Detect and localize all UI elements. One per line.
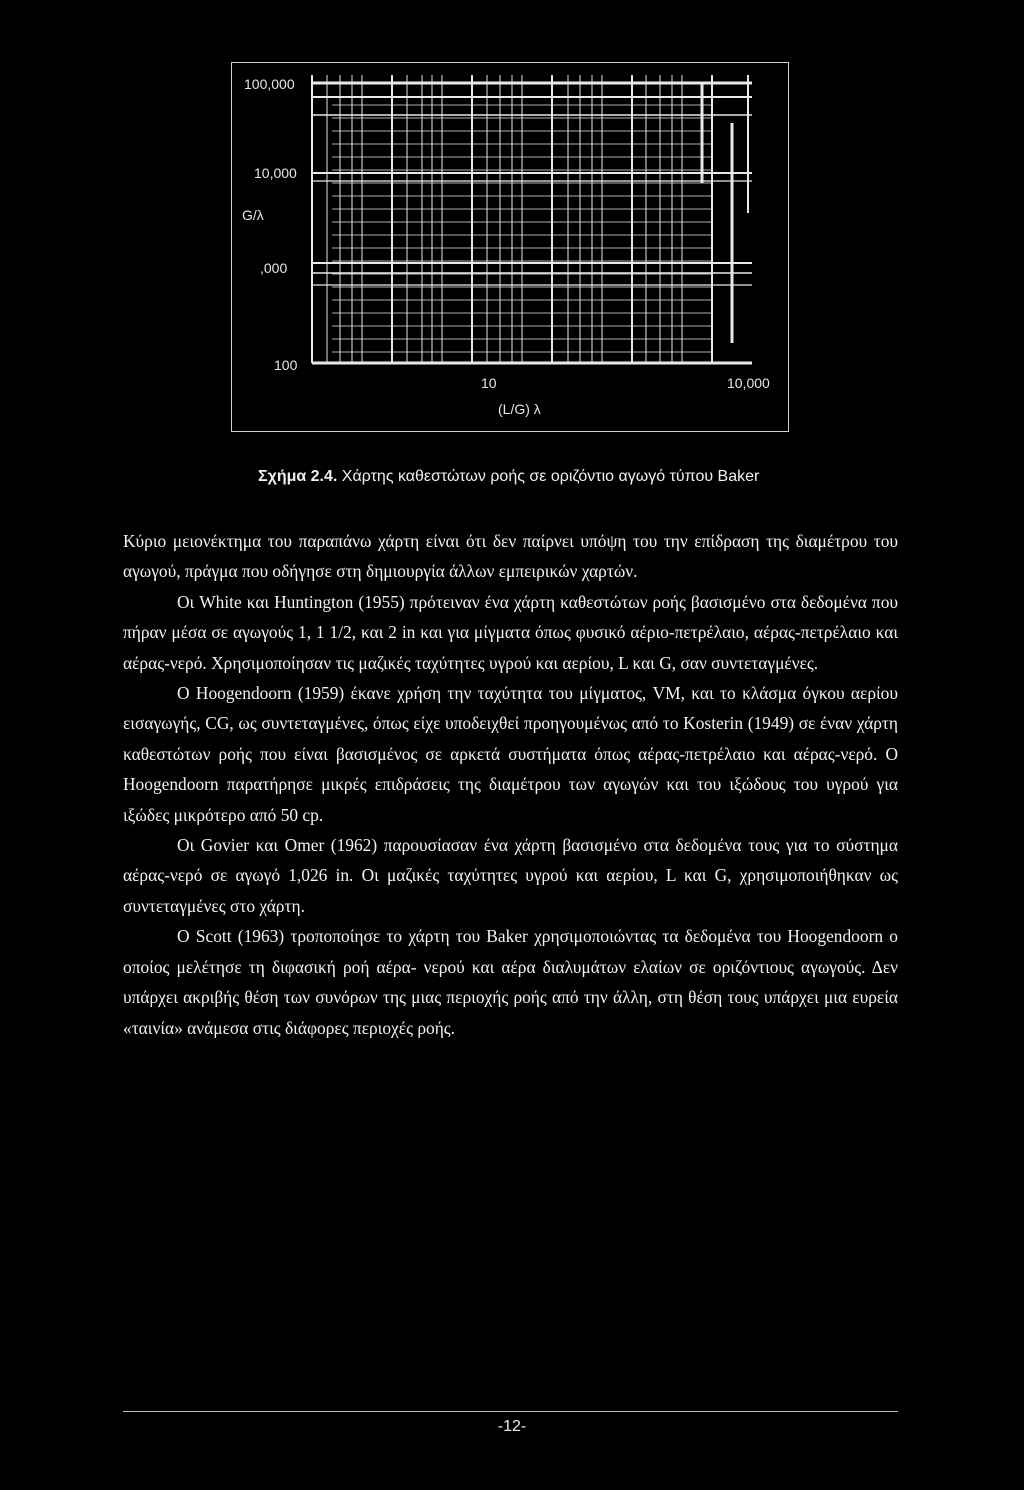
footer-divider [123,1411,898,1412]
paragraph-1: Κύριο μειονέκτημα του παραπάνω χάρτη είναι ότι δεν παίρνει υπόψη του την επίδραση της διαμέτρου του αγωγού, πράγμα που οδήγησε στη δημιουργία άλλων εμπειρικών χαρτών. [123,531,898,582]
paragraph-4: Οι Govier και Omer (1962) παρουσίασαν ένα χάρτη βασισμένο στα δεδομένα τους για το σύστημα αέρας-νερό σε αγωγό 1,026 in. Οι μαζικές ταχύτητες υγρού και αερίου, L και G, χρησιμοποιήθηκαν ως συντεταγμένες στο χάρτη. [123,835,898,916]
figure-caption-text: Χάρτης καθεστώτων ροής σε οριζόντιο αγωγό τύπου Baker [341,468,760,485]
figure-number: Σχήμα 2.4. [258,468,338,485]
x-tick-10: 10 [481,375,497,391]
y-axis-label: G/λ [242,207,264,223]
y-tick-10000: 10,000 [254,165,297,181]
x-tick-10000: 10,000 [727,375,770,391]
body-text [123,526,898,1043]
baker-flow-map-figure [231,62,789,432]
paragraph-2: Οι White και Huntington (1955) πρότειναν ένα χάρτη καθεστώτων ροής βασισμένο στα δεδομένα που πήραν μέσα σε αγωγούς 1, 1 1/2, και 2 in και για μίγματα όπως φυσικό αέριο-πετρέλαιο, αέρας-πετρέλαιο και αέρας-νερό. Χρησιμοποίησαν τις μαζικές ταχύτητες υγρού και αερίου, L και G, σαν συντεταγμένες. [123,591,898,673]
flow-map-grid [232,63,788,431]
x-axis-label: (L/G) λ [498,401,541,417]
y-tick-100: 100 [274,357,298,373]
y-tick-1000: ,000 [260,260,288,276]
y-tick-100000: 100,000 [244,76,295,92]
paragraph-5: Ο Scott (1963) τροποποίησε το χάρτη του Baker χρησιμοποιώντας τα δεδομένα του Hoogendoorn ο οποίος μελέτησε τη διφασική ροή αέρα- νερού και αέρα διαλυμάτων ελαίων σε οριζόντιους αγωγούς. Δεν υπάρχει ακριβής θέση των συνόρων της μιας περιοχής ροής από την άλλη, στη θέση τους υπάρχει μια ευρεία «ταινία» ανάμεσα στις διάφορες περιοχές ροής. [123,926,898,1038]
figure-caption [258,468,759,486]
paragraph-3: Ο Hoogendoorn (1959) έκανε χρήση την ταχύτητα του μίγματος, VM, και το κλάσμα όγκου αερίου εισαγωγής, CG, ως συντεταγμένες, όπως είχε υποδειχθεί προηγουμένως από το Kosterin (1949) σε έναν χάρτη καθεστώτων ροής που είναι βασισμένος σε αρκετά συστήματα όπως αέρας-πετρέλαιο και αέρας-νερό. Ο Hoogendoorn παρατήρησε μικρές επιδράσεις της διαμέτρου των αγωγών και του ιξώδους του υγρού για ιξώδες μικρότερο από 50 cp. [123,683,898,825]
page-number: -12- [497,1418,527,1435]
